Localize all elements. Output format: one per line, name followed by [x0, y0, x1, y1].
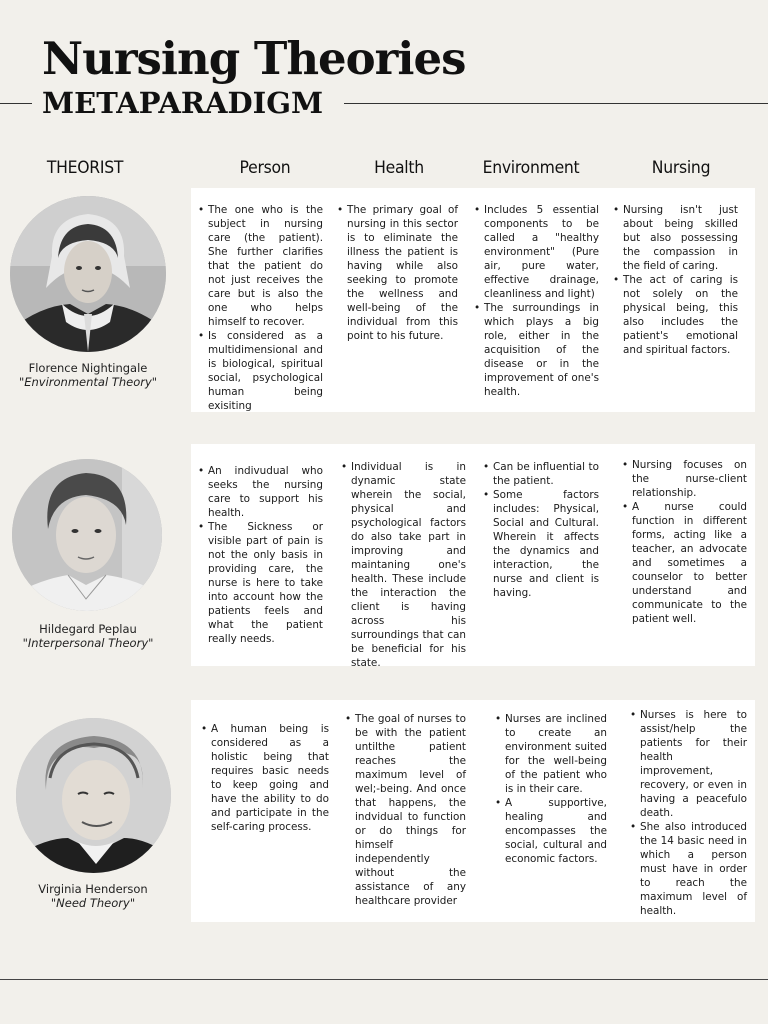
column-header-environment: Environment — [482, 158, 580, 178]
list-item: • Includes 5 essential components to be called a "healthy environment" (Pure air, pure water, effective drainage, cleanliness and light) — [474, 203, 599, 301]
cell-person — [198, 464, 323, 646]
list-item: • A supportive, healing and encompasses the social, cultural and economic factors. — [495, 796, 607, 866]
portrait-hildegard-peplau — [12, 459, 162, 611]
cell-nursing — [622, 458, 747, 626]
divider-left — [0, 103, 32, 104]
list-item: • A nurse could function in different forms, acting like a teacher, an advocate and sometimes a counselor to better understand and communicate to the patient well. — [622, 500, 747, 626]
list-item: • The one who is the subject in nursing care (the patient). She further clarifies that the patient do not just receives the care but is also the one who helps himself to recover. — [198, 203, 323, 329]
cell-environment — [495, 712, 607, 866]
theorist-name: Hildegard Peplau — [39, 622, 137, 636]
list-item: • Nursing focuses on the nurse-client relationship. — [622, 458, 747, 500]
list-item: • The surroundings in which plays a big role, either in the acquisition of the disease or in the improvement of one's health. — [474, 301, 599, 399]
cell-environment — [483, 460, 599, 600]
theorist-name: Florence Nightingale — [28, 361, 148, 375]
list-item: • Nurses is here to assist/help the patients for their health improvement, recovery, or even in having a peacefulo death. — [630, 708, 747, 820]
cell-nursing — [630, 708, 747, 918]
list-item: • The act of caring is not solely on the physical being, this also includes the patient's emotional and spiritual factors. — [613, 273, 738, 357]
portrait-virginia-henderson — [16, 718, 171, 873]
theory-name: "Environmental Theory" — [18, 375, 158, 389]
list-item: • Some factors includes: Physical, Social and Cultural. Wherein it affects the dynamics and interaction, the nurse and client is having. — [483, 488, 599, 600]
cell-person — [198, 203, 323, 413]
theory-name: "Interpersonal Theory" — [22, 636, 154, 650]
cell-nursing — [613, 203, 738, 357]
list-item: • The goal of nurses to be with the patient untilthe patient reaches the maximum level of wel;-being. And once that happens, the indvidual to function or do things for himself independently without the assistance of any healthcare provider — [345, 712, 466, 908]
page-subtitle: METAPARADIGM — [42, 86, 324, 120]
column-header-health: Health — [374, 158, 424, 178]
cell-person — [201, 722, 329, 834]
theory-name: "Need Theory" — [50, 896, 136, 910]
column-header-theorist: THEORIST — [46, 158, 124, 178]
theorist-name: Virginia Henderson — [38, 882, 148, 896]
list-item: • Can be influential to the patient. — [483, 460, 599, 488]
list-item: • An indivudual who seeks the nursing care to support his health. — [198, 464, 323, 520]
cell-health — [345, 712, 466, 908]
list-item: • She also introduced the 14 basic need in which a person must have in order to reach the maximum level of health. — [630, 820, 747, 918]
column-header-person: Person — [239, 158, 291, 178]
list-item: • Individual is in dynamic state wherein the social, physical and psychological factors do also take part in improving and maintaning one's health. These include the interaction the client is having across his surroundings that can be beneficial for his state. — [341, 460, 466, 670]
list-item: • Nurses are inclined to create an environment suited for the well-being of the patient who is in their care. — [495, 712, 607, 796]
divider-right — [344, 103, 768, 104]
page-title: Nursing Theories — [42, 32, 466, 85]
portrait-florence-nightingale — [10, 196, 166, 352]
list-item: • Is considered as a multidimensional and is biological, spiritual social, psychological human being exisiting — [198, 329, 323, 413]
cell-environment — [474, 203, 599, 399]
column-header-nursing: Nursing — [651, 158, 711, 178]
list-item: • Nursing isn't just about being skilled but also possessing the compassion in the field of caring. — [613, 203, 738, 273]
cell-health — [337, 203, 458, 343]
cell-health — [341, 460, 466, 670]
list-item: • The Sickness or visible part of pain is not the only basis in providing care, the nurse is here to take into account how the patients feels and what the patient really needs. — [198, 520, 323, 646]
list-item: • A human being is considered as a holistic being that requires basic needs to keep going and have the ability to do and participate in the self-caring process. — [201, 722, 329, 834]
list-item: • The primary goal of nursing in this sector is to eliminate the illness the patient is having while also seeking to promote the wellness and well-being of the individual from this point to his future. — [337, 203, 458, 343]
footer-divider — [0, 979, 768, 980]
